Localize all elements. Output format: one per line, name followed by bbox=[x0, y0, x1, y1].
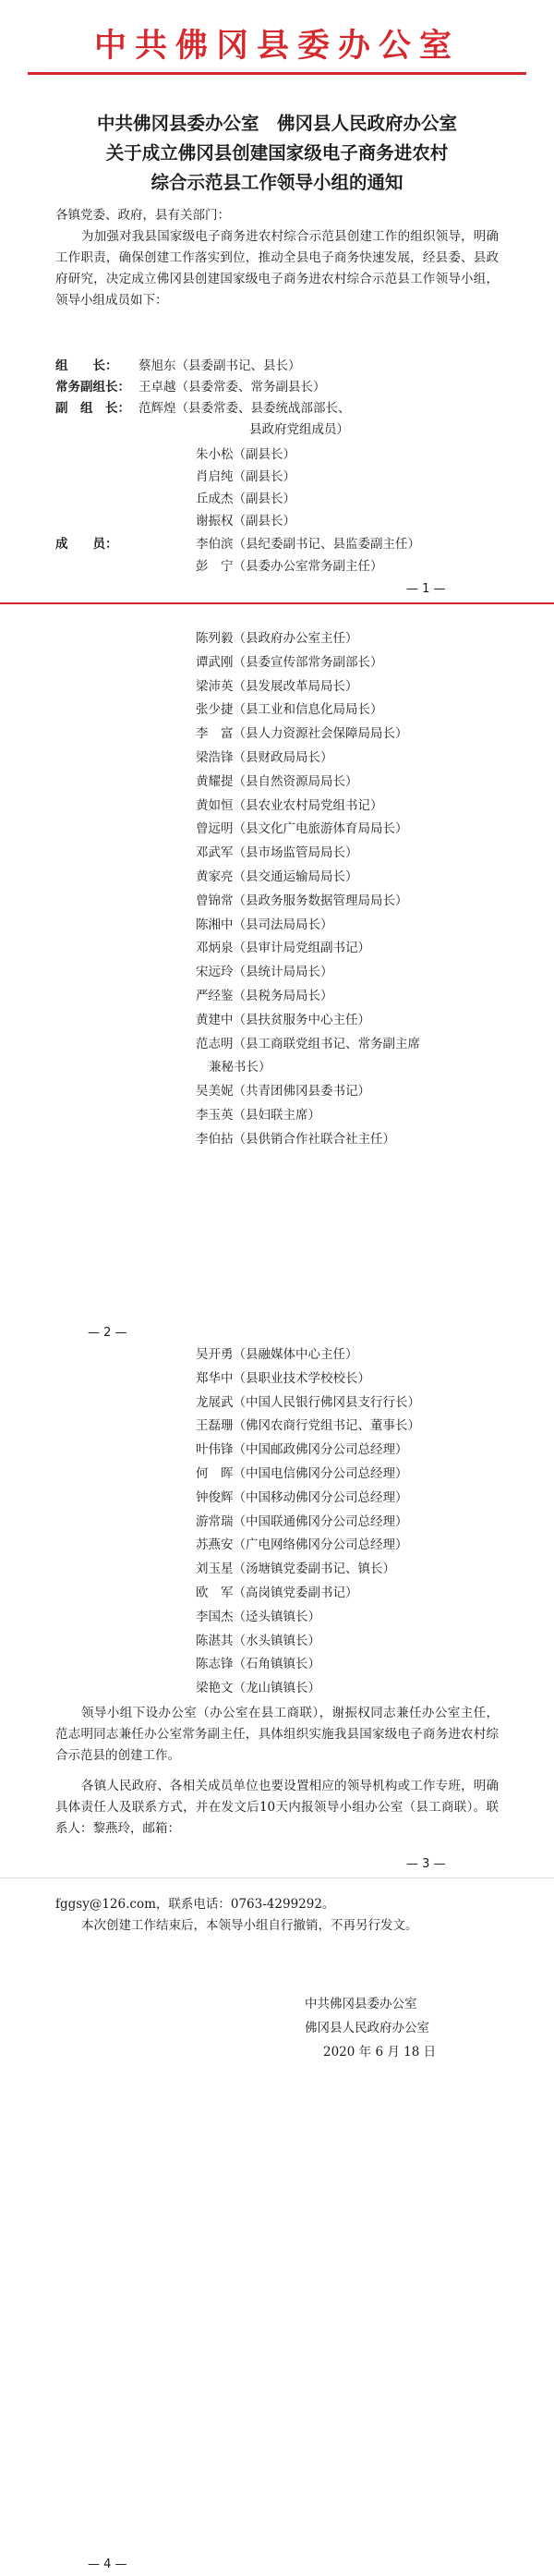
signature-org-2: 佛冈县人民政府办公室 bbox=[305, 2021, 429, 2035]
member-name: 苏燕安（广电网络佛冈分公司总经理） bbox=[196, 1537, 408, 1553]
page-number-3: — 3 — bbox=[406, 1857, 446, 1871]
member-name: 张少捷（县工业和信息化局局长） bbox=[196, 702, 383, 718]
member-name: 陈湘中（县司法局局长） bbox=[196, 917, 333, 932]
member-name: 李伯滨（县纪委副书记、县监委副主任） bbox=[196, 537, 420, 552]
page-number-4: — 4 — bbox=[88, 2558, 127, 2571]
member-name: 陈湛其（水头镇镇长） bbox=[196, 1633, 320, 1648]
dissolve-paragraph: 本次创建工作结束后，本领导小组自行撤销，不再另行发文。 bbox=[81, 1918, 418, 1933]
member-name: 邓武军（县市场监管局局长） bbox=[196, 845, 358, 861]
page-break-rule bbox=[0, 602, 554, 604]
deputy-name: 朱小松（副县长） bbox=[196, 447, 295, 462]
member-name: 陈志锋（石角镇镇长） bbox=[196, 1657, 320, 1672]
member-name: 何 晖（中国电信佛冈分公司总经理） bbox=[196, 1466, 408, 1481]
member-name: 黄耀提（县自然资源局局长） bbox=[196, 773, 358, 789]
deputy-name: 肖启纯（副县长） bbox=[196, 469, 295, 484]
member-name: 范志明（县工商联党组书记、常务副主席 bbox=[196, 1036, 420, 1051]
contact-paragraph-cont: fggsy@126.com，联系电话：0763-4299292。 bbox=[55, 1897, 335, 1912]
member-name: 李 富（县人力资源社会保障局局长） bbox=[196, 726, 408, 742]
page-break-rule bbox=[0, 1877, 554, 1878]
page-number-1: — 1 — bbox=[406, 582, 446, 596]
member-name: 叶伟锋（中国邮政佛冈分公司总经理） bbox=[196, 1442, 408, 1458]
member-name: 吴开勇（县融媒体中心主任） bbox=[196, 1347, 358, 1362]
member-name: 黄如恒（县农业农村局党组书记） bbox=[196, 797, 383, 813]
red-header-org: 中共佛冈县委办公室 bbox=[93, 28, 460, 65]
member-name: 吴美妮（共青团佛冈县委书记） bbox=[196, 1084, 370, 1100]
role-label-members: 成 员： bbox=[55, 537, 118, 552]
role-row-deputy bbox=[55, 398, 351, 419]
office-paragraph: 领导小组下设办公室（办公室在县工商联），谢振权同志兼任办公室主任，范志明同志兼任办公室常务副主任，具体组织实施我县国家级电子商务进农村综合示范县的创建工作。 bbox=[55, 1706, 499, 1763]
member-name: 黄建中（县扶贫服务中心主任） bbox=[196, 1012, 370, 1027]
member-name: 钟俊辉（中国移动佛冈分公司总经理） bbox=[196, 1489, 408, 1505]
member-name: 严经鉴（县税务局局长） bbox=[196, 989, 333, 1003]
member-name: 欧 军（高岗镇党委副书记） bbox=[196, 1586, 358, 1600]
exec-deputy-name: 王卓越（县委常委、常务副县长） bbox=[138, 380, 326, 395]
signature-org-1: 中共佛冈县委办公室 bbox=[305, 1997, 417, 2011]
document-title bbox=[28, 109, 526, 198]
member-name: 游常瑞（中国联通佛冈分公司总经理） bbox=[196, 1513, 408, 1529]
member-name: 梁浩锋（县财政局局长） bbox=[196, 750, 333, 765]
member-name: 刘玉星（汤塘镇党委副书记、镇长） bbox=[196, 1561, 395, 1577]
role-label-exec-deputy: 常务副组长： bbox=[55, 380, 130, 395]
member-name: 李国杰（迳头镇镇长） bbox=[196, 1609, 320, 1624]
member-name: 黄家亮（县交通运输局局长） bbox=[196, 869, 358, 884]
member-name: 宋远玲（县统计局局长） bbox=[196, 965, 333, 980]
member-name: 曾锦常（县政务服务数据管理局局长） bbox=[196, 893, 408, 908]
deputy-name: 丘成杰（副县长） bbox=[196, 492, 295, 506]
title-line-1: 中共佛冈县委办公室 佛冈县人民政府办公室 bbox=[96, 113, 457, 134]
member-name: 龙展武（中国人民银行佛冈县支行行长） bbox=[196, 1394, 420, 1410]
role-row-members bbox=[55, 534, 420, 555]
member-name: 李伯拈（县供销合作社联合社主任） bbox=[196, 1131, 395, 1147]
member-name: 曾远明（县文化广电旅游体育局局长） bbox=[196, 821, 408, 837]
member-name-cont: 兼秘书长） bbox=[209, 1060, 271, 1075]
member-name: 陈列毅（县政府办公室主任） bbox=[196, 631, 358, 646]
role-label-leader: 组 长： bbox=[55, 358, 118, 373]
role-row-leader bbox=[55, 356, 301, 377]
deputy-name: 谢振权（副县长） bbox=[196, 514, 295, 529]
title-line-3: 综合示范县工作领导小组的通知 bbox=[151, 172, 403, 193]
member-name: 梁沛英（县发展改革局局长） bbox=[196, 678, 358, 694]
contact-paragraph: 各镇人民政府、各相关成员单位也要设置相应的领导机构或工作专班，明确具体责任人及联系方式，并在发文后10天内报领导小组办公室（县工商联）。联系人：黎燕玲，邮箱： bbox=[55, 1779, 499, 1836]
role-label-deputy: 副 组 长： bbox=[55, 401, 130, 416]
deputy-name-1-cont: 县政府党组成员） bbox=[249, 422, 349, 437]
member-name: 郑华中（县职业技术学校校长） bbox=[196, 1370, 370, 1386]
signature-date: 2020 年 6 月 18 日 bbox=[323, 2045, 437, 2060]
page-number-2: — 2 — bbox=[88, 1326, 127, 1340]
member-name: 邓炳泉（县审计局党组副书记） bbox=[196, 941, 370, 956]
header-red-rule bbox=[28, 72, 526, 75]
intro-paragraph: 为加强对我县国家级电子商务进农村综合示范县创建工作的组织领导，明确工作职责，确保创建工作落实到位，推动全县电子商务快速发展，经县委、县政府研究，决定成立佛冈县创建国家级电子商务进农村综合示范县工作领导小组，领导小组成员如下： bbox=[55, 229, 499, 308]
leader-name: 蔡旭东（县委副书记、县长） bbox=[138, 358, 301, 373]
salutation: 各镇党委、政府，县有关部门： bbox=[55, 208, 230, 223]
member-name: 彭 宁（县委办公室常务副主任） bbox=[196, 559, 383, 574]
member-name: 李玉英（县妇联主席） bbox=[196, 1108, 320, 1123]
role-row-exec-deputy bbox=[55, 377, 326, 398]
deputy-name-1: 范辉煌（县委常委、县委统战部部长、 bbox=[138, 401, 351, 416]
member-name: 梁艳文（龙山镇镇长） bbox=[196, 1681, 320, 1696]
title-line-2: 关于成立佛冈县创建国家级电子商务进农村 bbox=[105, 142, 449, 164]
member-name: 谭武刚（县委宣传部常务副部长） bbox=[196, 654, 383, 670]
member-name: 王磊珊（佛冈农商行党组书记、董事长） bbox=[196, 1418, 420, 1434]
